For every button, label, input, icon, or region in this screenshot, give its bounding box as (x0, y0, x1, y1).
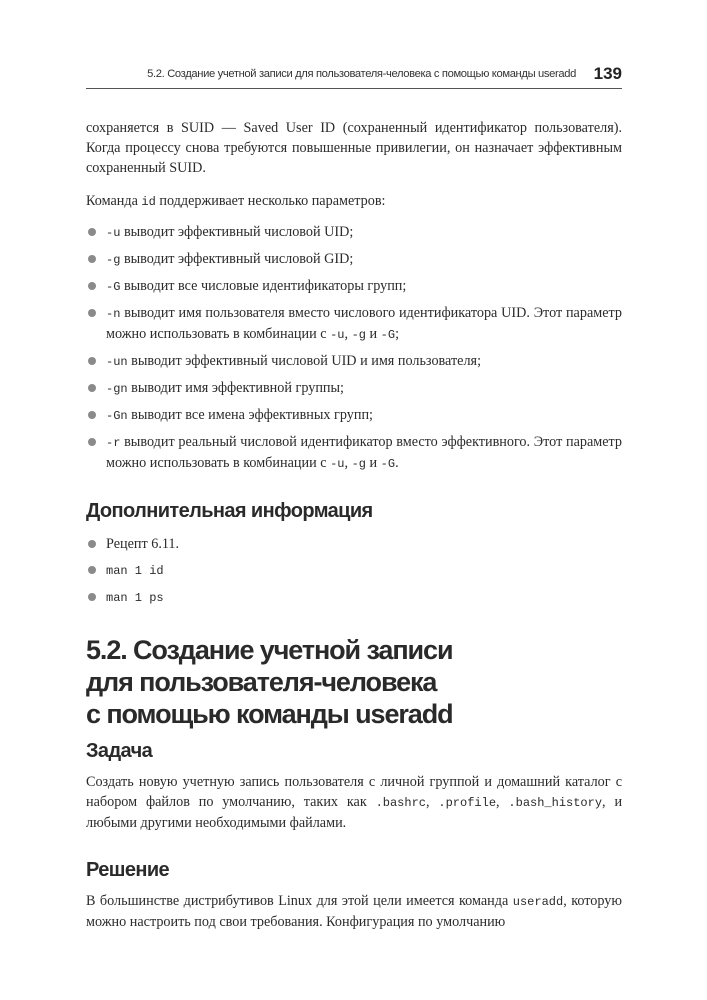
list-item (86, 432, 622, 474)
page-body (86, 118, 622, 932)
option-flag: -n (106, 307, 121, 321)
running-title: 5.2. Создание учетной записи для пользователя-человека с помощью команды useradd (147, 68, 576, 80)
option-flag: -Gn (106, 409, 128, 423)
inline-code: -g (351, 328, 366, 342)
inline-code: -u (330, 457, 345, 471)
text: Создать новую учетную запись пользователя с личной группой и домашний каталог с набором файлов по умолчанию, таких как (86, 774, 622, 810)
bullet-icon (88, 357, 96, 365)
text: Команда (86, 193, 142, 209)
text: и (365, 326, 381, 342)
inline-code: -g (351, 457, 366, 471)
option-text: выводит эффективный числовой UID и имя пользователя; (127, 353, 482, 369)
list-item (86, 405, 622, 426)
text: ; (395, 326, 400, 342)
man-page-reference: man 1 id (106, 564, 164, 578)
inline-code: .profile (438, 796, 497, 810)
paragraph-id-options (86, 191, 622, 212)
bullet-icon (88, 228, 96, 236)
option-text: выводит эффективный числовой UID; (120, 224, 354, 240)
inline-code: id (141, 195, 156, 209)
list-item (86, 222, 622, 243)
bullet-icon (88, 540, 96, 548)
text: , (496, 794, 509, 810)
section-title (86, 634, 622, 730)
bullet-icon (88, 309, 96, 317)
solution-heading: Решение (86, 859, 170, 881)
text: поддерживает несколько параметров: (155, 193, 386, 209)
option-text: выводит имя пользователя вместо числового идентификатора UID. Этот параметр можно использовать в комбинации с (106, 305, 622, 342)
text: , которую можно настроить под свои требования. Конфигурация по умолчанию (86, 893, 622, 930)
option-text: выводит все имена эффективных групп; (127, 407, 373, 423)
page-number: 139 (593, 64, 622, 83)
page-header (86, 62, 622, 88)
option-text: выводит все числовые идентификаторы групп; (120, 278, 407, 294)
option-flag: -G (106, 280, 121, 294)
more-info-heading: Дополнительная информация (86, 500, 373, 522)
inline-code: -G (380, 328, 396, 342)
option-flag: -u (106, 226, 121, 240)
list-item (86, 378, 622, 399)
section-title-line: для пользователя-человека (86, 667, 437, 697)
bullet-icon (88, 566, 96, 574)
option-flag: -r (106, 436, 121, 450)
text: и (365, 455, 381, 471)
list-item (86, 276, 622, 297)
section-title-line: 5.2. Создание учетной записи (86, 635, 453, 665)
task-heading: Задача (86, 740, 153, 762)
option-flag: -gn (106, 382, 128, 396)
option-text: выводит эффективный числовой GID; (120, 251, 354, 267)
inline-code: useradd (512, 895, 564, 909)
bullet-icon (88, 411, 96, 419)
text: , (344, 455, 352, 471)
more-info-list (86, 534, 622, 608)
text: . (395, 455, 399, 471)
solution-paragraph (86, 891, 622, 932)
list-item (86, 351, 622, 372)
option-text: выводит реальный числовой идентификатор вместо эффективного. Этот параметр можно использовать в комбинации с (106, 434, 622, 471)
list-item (86, 534, 622, 554)
option-text: выводит имя эффективной группы; (127, 380, 344, 396)
list-item (86, 587, 622, 608)
options-list (86, 222, 622, 474)
bullet-icon (88, 593, 96, 601)
task-paragraph (86, 772, 622, 833)
bullet-icon (88, 384, 96, 392)
text: , и любыми другими необходимыми файлами. (86, 794, 623, 831)
recipe-reference: Рецепт 6.11. (106, 536, 180, 552)
list-item (86, 303, 622, 345)
text: , (344, 326, 352, 342)
text: , (426, 794, 439, 810)
text: В большинстве дистрибутивов Linux для этой цели имеется команда (86, 893, 513, 909)
option-flag: -un (106, 355, 128, 369)
list-item (86, 560, 622, 581)
bullet-icon (88, 438, 96, 446)
option-flag: -g (106, 253, 121, 267)
man-page-reference: man 1 ps (106, 591, 164, 605)
bullet-icon (88, 255, 96, 263)
paragraph-suid: сохраняется в SUID — Saved User ID (сохраненный идентификатор пользователя). Когда процессу снова требуются повышенные привилегии, он назначает эффективным сохраненный SUID. (86, 120, 622, 176)
section-title-line: с помощью команды useradd (86, 699, 453, 729)
inline-code: .bashrc (375, 796, 426, 810)
list-item (86, 249, 622, 270)
bullet-icon (88, 282, 96, 290)
inline-code: .bash_history (508, 796, 603, 810)
inline-code: -G (380, 457, 396, 471)
inline-code: -u (330, 328, 345, 342)
header-rule (86, 88, 622, 89)
